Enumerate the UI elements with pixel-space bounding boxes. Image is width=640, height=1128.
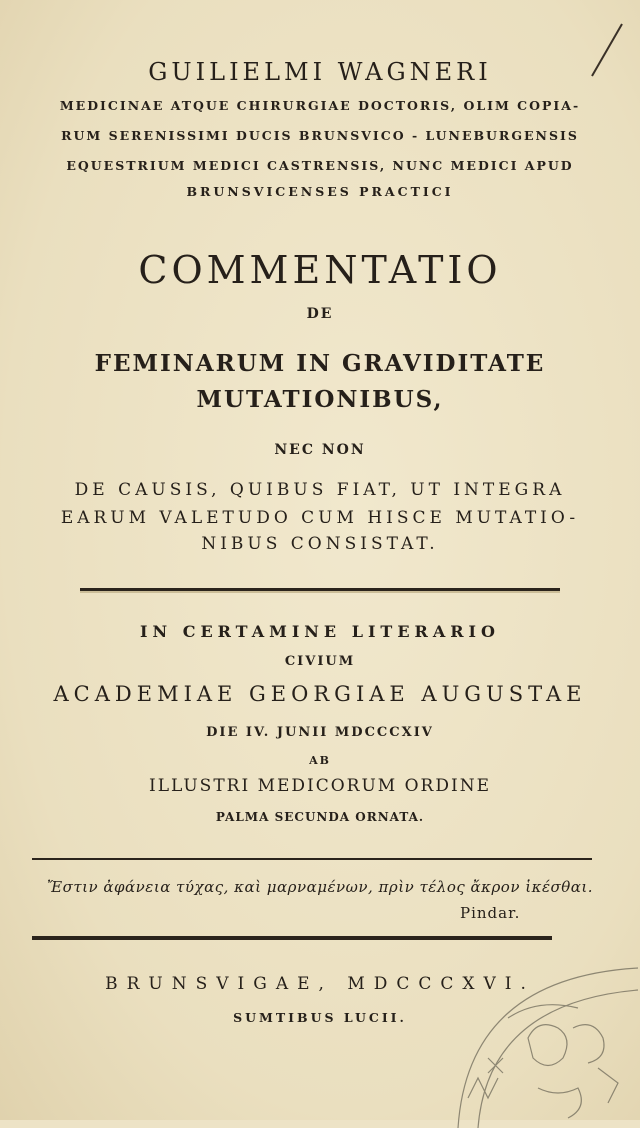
nec-non: NEC NON (274, 442, 366, 458)
credentials-line-1: MEDICINAE ATQUE CHIRURGIAE DOCTORIS, OLIM COPIA- (59, 98, 581, 113)
description-line-2: EARUM VALETUDO CUM HISCE MUTATIO- (60, 508, 580, 528)
credentials-line-4: BRUNSVICENSES PRACTICI (186, 184, 454, 199)
library-stamp-icon (448, 958, 640, 1128)
subtitle-line-2: MUTATIONIBUS, (196, 386, 444, 413)
epigraph-source: Pindar. (460, 904, 521, 922)
palma-line: PALMA SECUNDA ORNATA. (215, 810, 425, 824)
civium-line: CIVIUM (284, 654, 356, 669)
description-line-3: NIBUS CONSISTAT. (201, 534, 439, 554)
imprint-city: BRUNSVIGAE, MDCCCXVI. (105, 974, 535, 994)
imprint-publisher: SUMTIBUS LUCII. (233, 1010, 407, 1025)
pencil-mark-icon (586, 20, 626, 80)
rule-divider-3 (32, 936, 552, 940)
credentials-line-2: RUM SERENISSIMI DUCIS BRUNSVICO - LUNEBURGENSIS (61, 128, 579, 143)
subtitle-line-1: FEMINARUM IN GRAVIDITATE (94, 350, 546, 377)
rule-divider-1 (80, 588, 560, 591)
academia-line: ACADEMIAE GEORGIAE AUGUSTAE (53, 682, 587, 706)
rule-divider-2 (32, 858, 592, 860)
illustri-line: ILLUSTRI MEDICORUM ORDINE (148, 776, 491, 796)
de-connector: DE (306, 306, 334, 322)
main-title: COMMENTATIO (138, 248, 502, 292)
certamine-line: IN CERTAMINE LITERARIO (140, 622, 500, 641)
author-name: GUILIELMI WAGNERI (148, 58, 492, 86)
credentials-line-3: EQUESTRIUM MEDICI CASTRENSIS, NUNC MEDICI APUD (66, 158, 574, 173)
description-line-1: DE CAUSIS, QUIBUS FIAT, UT INTEGRA (74, 480, 566, 500)
ab-line: AB (309, 754, 331, 767)
greek-epigraph: Ἔστιν ἀφάνεια τύχας, καὶ μαρναμένων, πρὶν τέλος ἄκρον ἱκέσθαι. (46, 878, 594, 896)
date-line: DIE IV. JUNII MDCCCXIV (206, 725, 434, 740)
